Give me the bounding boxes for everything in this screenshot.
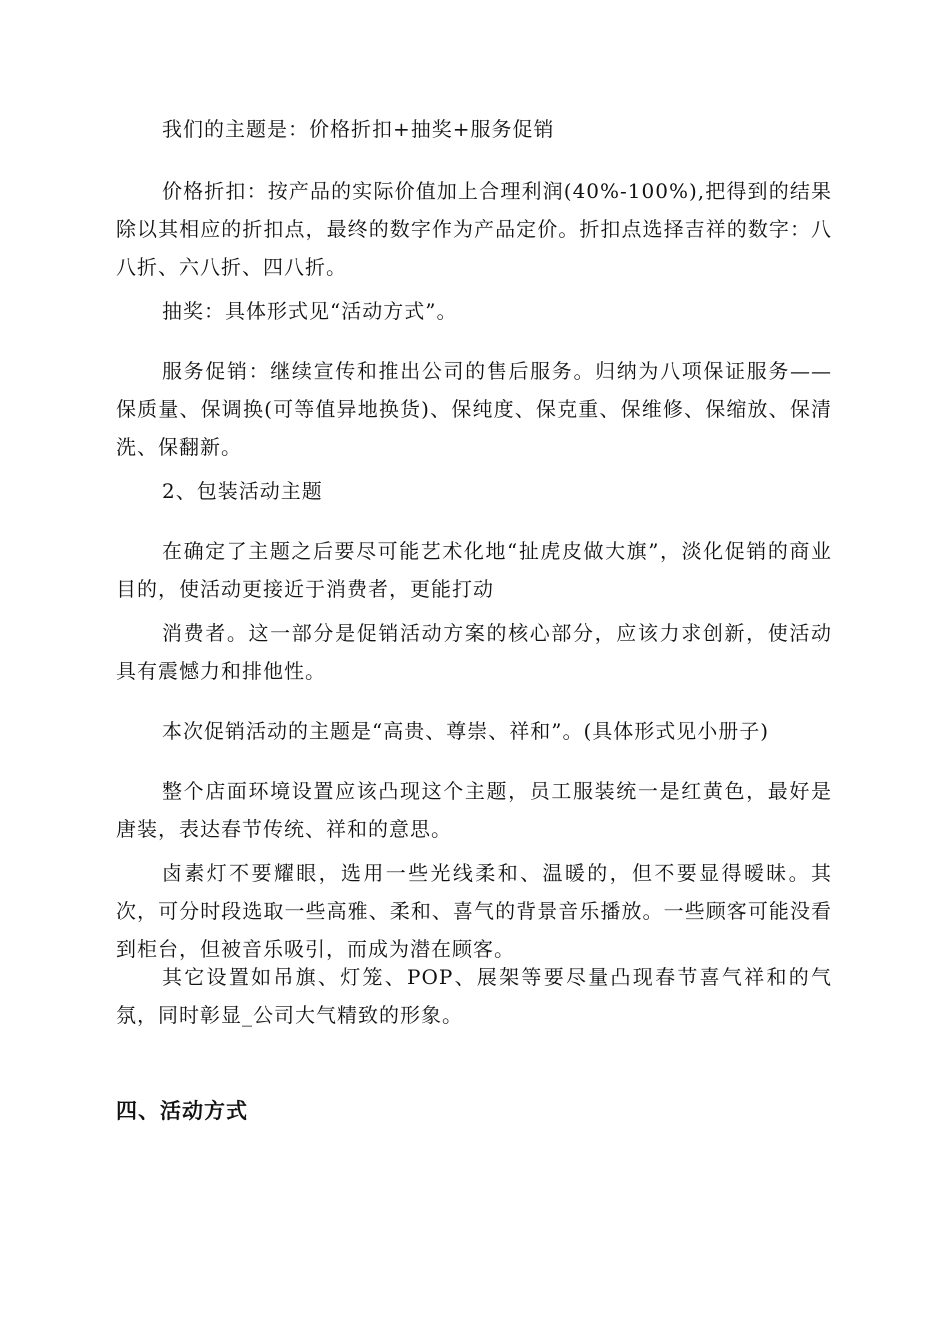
paragraph-promotion-theme: 本次促销活动的主题是“高贵、尊崇、祥和”。(具体形式见小册子)	[162, 719, 770, 743]
paragraph-service-promotion: 服务促销：继续宣传和推出公司的售后服务。归纳为八项保证服务——保质量、保调换(可等值异地换货)、保纯度、保克重、保维修、保缩放、保清洗、保翻新。	[116, 359, 832, 459]
paragraph-lottery: 抽奖：具体形式见“活动方式”。	[162, 299, 458, 323]
paragraph-other-settings: 其它设置如吊旗、灯笼、POP、展架等要尽量凸现春节喜气祥和的气氛，同时彰显_公司大气精致的形象。	[116, 965, 832, 1027]
paragraph-store-environment: 整个店面环境设置应该凸现这个主题，员工服装统一是红黄色，最好是唐装，表达春节传统、祥和的意思。	[116, 779, 832, 841]
section-heading: 四、活动方式	[116, 1099, 248, 1123]
paragraph-price-discount: 价格折扣：按产品的实际价值加上合理利润(40%-100%),把得到的结果除以其相应的折扣点，最终的数字作为产品定价。折扣点选择吉祥的数字：八八折、六八折、四八折。	[116, 179, 832, 279]
paragraph-artistic-theme: 在确定了主题之后要尽可能艺术化地“扯虎皮做大旗”，淡化促销的商业目的，使活动更接近于消费者，更能打动	[116, 539, 832, 601]
paragraph-theme: 我们的主题是：价格折扣+抽奖+服务促销	[162, 117, 555, 141]
paragraph-lighting-music: 卤素灯不要耀眼，选用一些光线柔和、温暖的，但不要显得暧昧。其次，可分时段选取一些高雅、柔和、喜气的背景音乐播放。一些顾客可能没看到柜台，但被音乐吸引，而成为潜在顾客。	[116, 861, 832, 961]
subheading-package-theme: 2、包装活动主题	[162, 479, 323, 503]
paragraph-core-part: 消费者。这一部分是促销活动方案的核心部分，应该力求创新，使活动具有震憾力和排他性。	[116, 621, 832, 683]
